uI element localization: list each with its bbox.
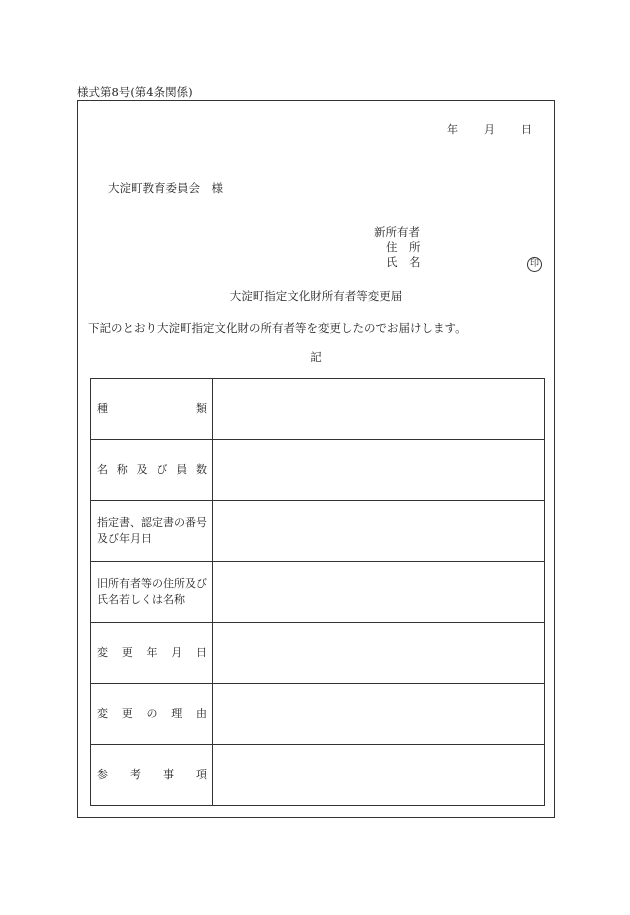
row-value-field[interactable] [213,562,545,623]
sender-heading: 新所有者 [374,225,420,239]
sender-address-label: 住 所 [386,240,421,254]
sender-name-label: 氏 名 [386,255,421,269]
sender-block [374,225,421,270]
form-number-label: 様式第8号(第4条関係) [77,85,193,99]
row-label-text: 種 類 [97,402,207,415]
table-row [91,684,545,745]
table-row [91,623,545,684]
row-label [91,501,213,562]
row-label [91,684,213,745]
row-label [91,562,213,623]
row-label-text: 変 更 年 月 日 [97,646,207,659]
row-value-field[interactable] [213,745,545,806]
row-value-field[interactable] [213,623,545,684]
date-day: 日 [521,123,532,136]
row-value-field[interactable] [213,379,545,440]
table-row [91,440,545,501]
row-value-field[interactable] [213,501,545,562]
row-value-field[interactable] [213,684,545,745]
ki-heading: 記 [310,350,322,364]
addressee: 大淀町教育委員会 様 [108,181,223,195]
row-label-text: 名 称 及 び 員 数 [97,463,207,476]
row-label [91,379,213,440]
row-label-text: 旧所有者等の住所及び氏名若しくは名称 [97,577,207,606]
document-title: 大淀町指定文化財所有者等変更届 [229,289,403,303]
row-label-text: 指定書、認定書の番号及び年月日 [97,516,207,545]
row-label-text: 参 考 事 項 [97,768,207,781]
row-label [91,440,213,501]
date-year: 年 [447,123,458,136]
row-label [91,623,213,684]
items-table [90,378,545,806]
seal-mark: 印 [527,257,542,272]
table-row [91,562,545,623]
table-row [91,745,545,806]
row-label [91,745,213,806]
form-frame [77,100,555,818]
date-month: 月 [484,123,495,136]
table-row [91,379,545,440]
date-line [447,121,532,137]
table-row [91,501,545,562]
row-value-field[interactable] [213,440,545,501]
row-label-text: 変 更 の 理 由 [97,707,207,720]
body-text: 下記のとおり大淀町指定文化財の所有者等を変更したのでお届けします。 [88,321,467,335]
